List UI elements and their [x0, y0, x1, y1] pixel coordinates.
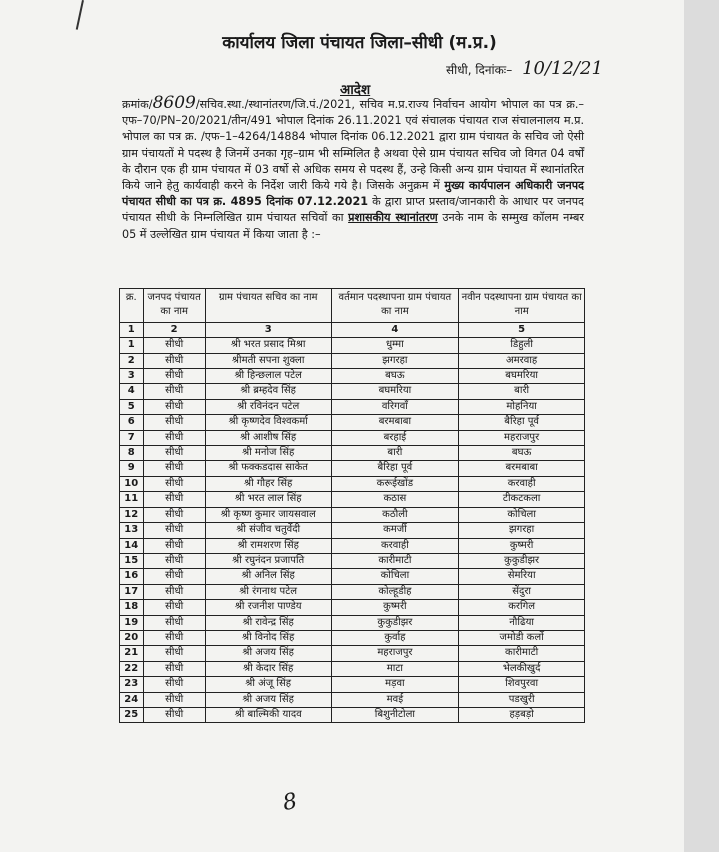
cell-current-posting: माटा — [331, 661, 459, 676]
cell-current-posting: बिशुनीटोला — [331, 707, 459, 722]
cell-new-posting: नौढिया — [459, 615, 585, 630]
office-title: कार्यालय जिला पंचायत जिला–सीधी (म.प्र.) — [222, 33, 497, 53]
col-number: 4 — [331, 322, 459, 337]
pen-stroke — [76, 0, 84, 30]
cell-janpad: सीधी — [143, 584, 205, 599]
cell-new-posting: बघऊ — [459, 446, 585, 461]
cell-janpad: सीधी — [143, 630, 205, 645]
header-janpad: जनपद पंचायत का नाम — [143, 289, 205, 323]
cell-sno: 6 — [120, 415, 144, 430]
cell-current-posting: कुर्वाह — [331, 630, 459, 645]
cell-janpad: सीधी — [143, 661, 205, 676]
cell-janpad: सीधी — [143, 384, 205, 399]
cell-secretary-name: श्री केदार सिंह — [205, 661, 331, 676]
table-row — [120, 507, 585, 522]
cell-secretary-name: श्री रंगनाथ पटेल — [205, 584, 331, 599]
cell-current-posting: मवई — [331, 692, 459, 707]
header-secretary-name: ग्राम पंचायत सचिव का नाम — [205, 289, 331, 323]
cell-secretary-name: श्री भरत प्रसाद मिश्रा — [205, 338, 331, 353]
transfer-table — [119, 288, 585, 723]
column-number-row — [120, 322, 585, 337]
cell-secretary-name: श्री गौहर सिंह — [205, 476, 331, 491]
cell-current-posting: कठौली — [331, 507, 459, 522]
cell-sno: 5 — [120, 399, 144, 414]
table-row — [120, 630, 585, 645]
table-row — [120, 646, 585, 661]
cell-sno: 23 — [120, 677, 144, 692]
cell-new-posting: अमरवाह — [459, 353, 585, 368]
paragraph-bold-2: प्रशासकीय स्थानांतरण — [348, 211, 438, 225]
cell-sno: 2 — [120, 353, 144, 368]
cell-janpad: सीधी — [143, 415, 205, 430]
table-row — [120, 415, 585, 430]
cell-secretary-name: श्री विनोद सिंह — [205, 630, 331, 645]
cell-sno: 14 — [120, 538, 144, 553]
table-row — [120, 692, 585, 707]
table-row — [120, 461, 585, 476]
cell-new-posting: बारी — [459, 384, 585, 399]
cell-current-posting: कोचिला — [331, 569, 459, 584]
cell-current-posting: महराजपुर — [331, 646, 459, 661]
cell-sno: 20 — [120, 630, 144, 645]
table-row — [120, 384, 585, 399]
table-row — [120, 538, 585, 553]
cell-current-posting: धुम्मा — [331, 338, 459, 353]
cell-secretary-name: श्री भरत लाल सिंह — [205, 492, 331, 507]
cell-secretary-name: श्री बाल्मिकी यादव — [205, 707, 331, 722]
cell-new-posting: पडखुरी — [459, 692, 585, 707]
table-row — [120, 615, 585, 630]
cell-current-posting: कमर्जी — [331, 523, 459, 538]
cell-janpad: सीधी — [143, 553, 205, 568]
cell-current-posting: कोल्हूडीह — [331, 584, 459, 599]
table-row — [120, 661, 585, 676]
paragraph-text-2: के द्वारा प्राप्त प्रस्ताव/जानकारी के आधार पर जनपद पंचायत सीधी के निम्नलिखित ग्राम पंचायत सचिवों का — [122, 195, 585, 225]
cell-janpad: सीधी — [143, 569, 205, 584]
cell-secretary-name: श्री ब्रम्हदेव सिंह — [205, 384, 331, 399]
cell-sno: 16 — [120, 569, 144, 584]
table-row — [120, 553, 585, 568]
cell-new-posting: झगरहा — [459, 523, 585, 538]
cell-current-posting: बघऊ — [331, 369, 459, 384]
col-number: 3 — [205, 322, 331, 337]
cell-sno: 19 — [120, 615, 144, 630]
cell-current-posting: कठास — [331, 492, 459, 507]
cell-new-posting: बैरिहा पूर्व — [459, 415, 585, 430]
cell-sno: 10 — [120, 476, 144, 491]
cell-janpad: सीधी — [143, 461, 205, 476]
col-number: 2 — [143, 322, 205, 337]
cell-current-posting: कारीमाटी — [331, 553, 459, 568]
cell-new-posting: कुकुडीझर — [459, 553, 585, 568]
table-row — [120, 569, 585, 584]
cell-secretary-name: श्री हिन्छलाल पटेल — [205, 369, 331, 384]
cell-sno: 25 — [120, 707, 144, 722]
cell-sno: 7 — [120, 430, 144, 445]
handwritten-number: 8609 — [152, 93, 196, 113]
cell-current-posting: झगरहा — [331, 353, 459, 368]
cell-janpad: सीधी — [143, 353, 205, 368]
header-new-posting: नवीन पदस्थापना ग्राम पंचायत का नाम — [459, 289, 585, 323]
table-row — [120, 584, 585, 599]
cell-secretary-name: श्री फक्कडदास साकेत — [205, 461, 331, 476]
cell-new-posting: जमोडी कर्लो — [459, 630, 585, 645]
cell-janpad: सीधी — [143, 507, 205, 522]
cell-janpad: सीधी — [143, 446, 205, 461]
col-number: 5 — [459, 322, 585, 337]
cell-new-posting: सेमरिया — [459, 569, 585, 584]
table-row — [120, 353, 585, 368]
cell-current-posting: कुष्मरी — [331, 600, 459, 615]
cell-new-posting: भेलकीखुर्द — [459, 661, 585, 676]
table-row — [120, 399, 585, 414]
cell-secretary-name: श्री अनिल सिंह — [205, 569, 331, 584]
cell-sno: 13 — [120, 523, 144, 538]
cell-secretary-name: श्री कृष्णदेव विश्वकर्मा — [205, 415, 331, 430]
cell-sno: 1 — [120, 338, 144, 353]
cell-new-posting: महराजपुर — [459, 430, 585, 445]
cell-sno: 24 — [120, 692, 144, 707]
cell-sno: 8 — [120, 446, 144, 461]
cell-janpad: सीधी — [143, 707, 205, 722]
paragraph-bold-1: मुख्य कार्यपालन अधिकारी जनपद पंचायत सीधी का पत्र क्र. 4895 दिनांक 07.12.2021 — [122, 179, 584, 209]
table-row — [120, 523, 585, 538]
table-body — [120, 338, 585, 723]
cell-new-posting: डिहुली — [459, 338, 585, 353]
cell-current-posting: करवाही — [331, 538, 459, 553]
col-number: 1 — [120, 322, 144, 337]
cell-secretary-name: श्री रविनंदन पटेल — [205, 399, 331, 414]
cell-current-posting: वरिगवाँ — [331, 399, 459, 414]
cell-secretary-name: श्री रामशरण सिंह — [205, 538, 331, 553]
cell-sno: 21 — [120, 646, 144, 661]
cell-janpad: सीधी — [143, 615, 205, 630]
cell-new-posting: सेंदुरा — [459, 584, 585, 599]
paragraph-text-1: /सचिव.स्था./स्थानांतरण/जि.पं./2021, सचिव म.प्र.राज्य निर्वाचन आयोग भोपाल का पत्र क्र.–एफ–70/PN–20/2021/तीन/491 भोपाल दिनांक 26.11.2021 एवं संचालक पंचायत राज संचालनालय म.प्र. भोपाल का पत्र क्र. /एफ–1–4264/14884 भोपाल दिनांक 06.12.2021 द्वारा ग्राम पंचायत के सचिव जो ऐसी ग्राम पंचायतों मे पदस्थ है जिनमें उनका गृह–ग्राम भी सम्मिलित है अथवा ऐसे ग्राम पंचायत सचिव जो विगत 04 वर्षों के दौरान एक ही ग्राम पंचायत में 03 वर्षो से अधिक समय से पदस्थ हैं, उन्हे किसी अन्य ग्राम पंचायत में स्थानांतरित किये जाने हेतु कार्यवाही करने के निर्देश जारी किये गये है। जिसके अनुक्रम में — [122, 98, 584, 193]
cell-new-posting: करगिल — [459, 600, 585, 615]
cell-sno: 11 — [120, 492, 144, 507]
cell-secretary-name: श्री संजीव चतुर्वेदी — [205, 523, 331, 538]
table-row — [120, 600, 585, 615]
cell-sno: 18 — [120, 600, 144, 615]
cell-janpad: सीधी — [143, 476, 205, 491]
cell-new-posting: कुष्मरी — [459, 538, 585, 553]
cell-sno: 4 — [120, 384, 144, 399]
cell-sno: 12 — [120, 507, 144, 522]
cell-secretary-name: श्रीमती सपना शुक्ला — [205, 353, 331, 368]
cell-secretary-name: श्री आशीष सिंह — [205, 430, 331, 445]
handwritten-date: 10/12/21 — [522, 58, 603, 79]
cell-secretary-name: श्री मनोज सिंह — [205, 446, 331, 461]
table-row — [120, 677, 585, 692]
cell-sno: 15 — [120, 553, 144, 568]
cell-new-posting: शिवपुरवा — [459, 677, 585, 692]
signature: 8 — [280, 788, 300, 817]
header-sno: क्र. — [120, 289, 144, 323]
cell-new-posting: कोचिला — [459, 507, 585, 522]
cell-current-posting: बरमबाबा — [331, 415, 459, 430]
cell-secretary-name: श्री कृष्ण कुमार जायसवाल — [205, 507, 331, 522]
table-row — [120, 476, 585, 491]
cell-new-posting: करवाही — [459, 476, 585, 491]
cell-current-posting: बैरिहा पूर्व — [331, 461, 459, 476]
cell-janpad: सीधी — [143, 523, 205, 538]
cell-new-posting: बघमरिया — [459, 369, 585, 384]
cell-current-posting: कुकुडीझर — [331, 615, 459, 630]
cell-janpad: सीधी — [143, 430, 205, 445]
cell-current-posting: करूईखोंड — [331, 476, 459, 491]
cell-janpad: सीधी — [143, 692, 205, 707]
cell-janpad: सीधी — [143, 600, 205, 615]
cell-janpad: सीधी — [143, 646, 205, 661]
cell-secretary-name: श्री अजय सिंह — [205, 646, 331, 661]
cell-new-posting: कारीमाटी — [459, 646, 585, 661]
cell-janpad: सीधी — [143, 538, 205, 553]
cell-new-posting: हड़बड़ो — [459, 707, 585, 722]
order-paragraph: क्रमांक/8609/सचिव.स्था./स्थानांतरण/जि.पं./2021, सचिव म.प्र.राज्य निर्वाचन आयोग भोपाल का पत्र क्र.–एफ–70/PN–20/2021/तीन/491 भोपाल दिनांक 26.11.2021 एवं संचालक पंचायत राज संचालनालय म.प्र. भोपाल का पत्र क्र. /एफ–1–4264/14884 भोपाल दिनांक 06.12.2021 द्वारा ग्राम पंचायत के सचिव जो ऐसी ग्राम पंचायतों मे पदस्थ है जिनमें उनका गृह–ग्राम भी सम्मिलित है अथवा ऐसे ग्राम पंचायत सचिव जो विगत 04 वर्षों के दौरान एक ही ग्राम पंचायत में 03 वर्षो से अधिक समय से पदस्थ हैं, उन्हे किसी अन्य ग्राम पंचायत में स्थानांतरित किये जाने हेतु कार्यवाही करने के निर्देश जारी किये गये है। जिसके अनुक्रम में मुख्य कार्यपालन अधिकारी जनपद पंचायत सीधी का पत्र क्र. 4895 दिनांक 07.12.2021 के द्वारा प्राप्त प्रस्ताव/जानकारी के आधार पर जनपद पंचायत सीधी के निम्नलिखित ग्राम पंचायत सचिवों का प्रशासकीय स्थानांतरण उनके नाम के सम्मुख कॉलम नम्बर 05 में उल्लेखित ग्राम पंचायत में किया जाता है :– — [122, 93, 585, 241]
table-row — [120, 338, 585, 353]
cell-current-posting: बारी — [331, 446, 459, 461]
cell-sno: 22 — [120, 661, 144, 676]
cell-current-posting: बरहाई — [331, 430, 459, 445]
order-heading: आदेश — [340, 82, 371, 98]
cell-janpad: सीधी — [143, 369, 205, 384]
cell-janpad: सीधी — [143, 338, 205, 353]
cell-current-posting: बघमरिया — [331, 384, 459, 399]
cell-janpad: सीधी — [143, 677, 205, 692]
place-date-line — [446, 58, 603, 79]
kramank-label: क्रमांक — [122, 98, 149, 111]
table-header-row — [120, 289, 585, 323]
cell-secretary-name: श्री अंजू सिंह — [205, 677, 331, 692]
cell-secretary-name: श्री रघुनंदन प्रजापति — [205, 553, 331, 568]
header-current-posting: वर्तमान पदस्थापना ग्राम पंचायत का नाम — [331, 289, 459, 323]
table-row — [120, 430, 585, 445]
cell-secretary-name: श्री रजनीश पाण्डेय — [205, 600, 331, 615]
table-row — [120, 707, 585, 722]
cell-current-posting: मड़वा — [331, 677, 459, 692]
cell-new-posting: मोहनिया — [459, 399, 585, 414]
cell-sno: 3 — [120, 369, 144, 384]
table-row — [120, 446, 585, 461]
table-row — [120, 492, 585, 507]
cell-janpad: सीधी — [143, 492, 205, 507]
paragraph-text-3: उनके नाम के सम्मुख कॉलम नम्बर 05 में उल्लेखित ग्राम पंचायत में किया जाता है :– — [122, 211, 584, 241]
cell-secretary-name: श्री रावेन्द्र सिंह — [205, 615, 331, 630]
cell-secretary-name: श्री अजय सिंह — [205, 692, 331, 707]
cell-new-posting: टीकटकला — [459, 492, 585, 507]
page-edge — [684, 0, 719, 852]
cell-new-posting: बरमबाबा — [459, 461, 585, 476]
table-row — [120, 369, 585, 384]
cell-sno: 17 — [120, 584, 144, 599]
cell-janpad: सीधी — [143, 399, 205, 414]
cell-sno: 9 — [120, 461, 144, 476]
place-date-label: सीधी, दिनांकः– — [446, 63, 513, 77]
